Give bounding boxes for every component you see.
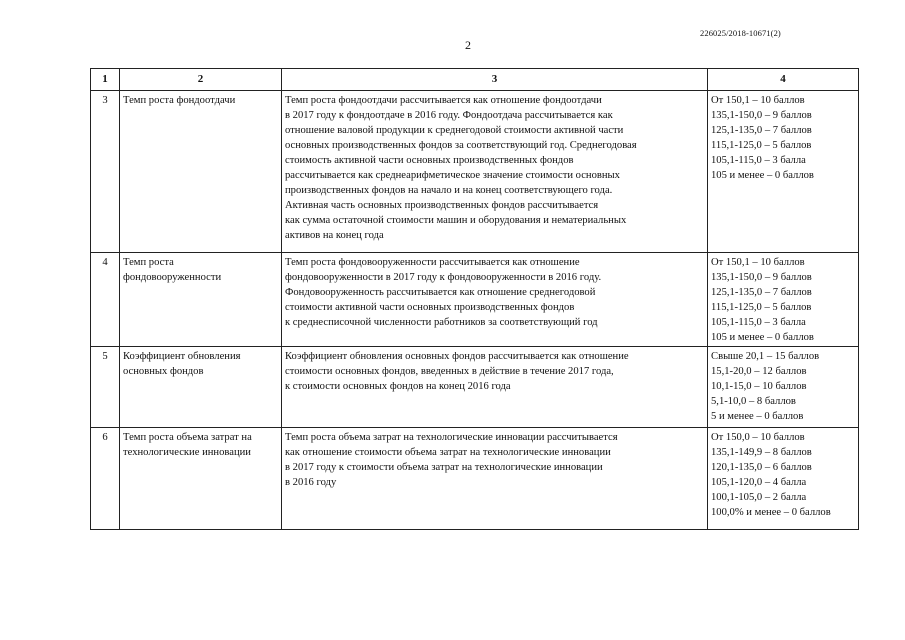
column-header-1: 1 [91, 69, 120, 91]
calculation-method-line: стоимость активной части основных производственных фондов [285, 155, 574, 166]
score-line: 100,0% и менее – 0 баллов [711, 507, 831, 518]
score-scale [708, 347, 859, 428]
calculation-method-line: к среднесписочной численности работников за соответствующий год [285, 317, 598, 328]
score-line: 120,1-135,0 – 6 баллов [711, 462, 812, 473]
score-line: 100,1-105,0 – 2 балла [711, 492, 807, 503]
row-number: 5 [91, 347, 120, 428]
indicator-name-line: технологические инновации [123, 447, 251, 458]
score-line: От 150,1 – 10 баллов [711, 95, 805, 106]
score-line: От 150,0 – 10 баллов [711, 432, 805, 443]
score-line: 105,1-115,0 – 3 балла [711, 155, 806, 166]
score-line: 105,1-115,0 – 3 балла [711, 317, 806, 328]
score-line: 15,1-20,0 – 12 баллов [711, 366, 807, 377]
calculation-method-line: Темп роста объема затрат на технологические инновации рассчитывается [285, 432, 618, 443]
page-number: 2 [465, 38, 471, 52]
calculation-method-line: активов на конец года [285, 230, 384, 241]
table-row [91, 428, 859, 530]
calculation-method-line: Активная часть основных производственных фондов рассчитывается [285, 200, 599, 211]
document-id: 226025/2018-10671(2) [700, 28, 781, 38]
column-header-2: 2 [120, 69, 282, 91]
indicator-name [120, 91, 282, 253]
score-line: Свыше 20,1 – 15 баллов [711, 351, 820, 362]
calculation-method-line: в 2017 году к стоимости объема затрат на технологические инновации [285, 462, 603, 473]
score-line: 135,1-149,9 – 8 баллов [711, 447, 812, 458]
score-scale [708, 91, 859, 253]
indicator-name-line: Темп роста фондоотдачи [123, 95, 236, 106]
indicator-name-line: основных фондов [123, 366, 204, 377]
calculation-method-line: Темп роста фондовооруженности рассчитывается как отношение [285, 257, 580, 268]
criteria-table [90, 68, 859, 530]
table-row [91, 347, 859, 428]
calculation-method [282, 428, 708, 530]
table-row [91, 91, 859, 253]
score-line: 105 и менее – 0 баллов [711, 170, 814, 181]
calculation-method-line: в 2016 году [285, 477, 337, 488]
indicator-name-line: Темп роста объема затрат на [123, 432, 252, 443]
calculation-method-line: Фондовооруженность рассчитывается как отношение среднегодовой [285, 287, 596, 298]
calculation-method [282, 347, 708, 428]
indicator-name [120, 428, 282, 530]
score-line: 125,1-135,0 – 7 баллов [711, 125, 812, 136]
calculation-method-line: фондовооруженности в 2017 году к фондовооруженности в 2016 году. [285, 272, 602, 283]
calculation-method-line: в 2017 году к фондоотдаче в 2016 году. Фондоотдача рассчитывается как [285, 110, 613, 121]
calculation-method-line: отношение валовой продукции к среднегодовой стоимости активной части [285, 125, 624, 136]
score-line: 115,1-125,0 – 5 баллов [711, 140, 812, 151]
score-line: 5 и менее – 0 баллов [711, 411, 804, 422]
calculation-method-line: к стоимости основных фондов на конец 2016 года [285, 381, 511, 392]
indicator-name [120, 253, 282, 347]
score-line: 105 и менее – 0 баллов [711, 332, 814, 343]
indicator-name-line: фондовооруженности [123, 272, 222, 283]
indicator-name [120, 347, 282, 428]
score-line: От 150,1 – 10 баллов [711, 257, 805, 268]
table-header-row [91, 69, 859, 91]
score-line: 125,1-135,0 – 7 баллов [711, 287, 812, 298]
row-number: 6 [91, 428, 120, 530]
column-header-3: 3 [282, 69, 708, 91]
calculation-method-line: Темп роста фондоотдачи рассчитывается как отношение фондоотдачи [285, 95, 602, 106]
calculation-method-line: производственных фондов на начало и на конец соответствующего года. [285, 185, 613, 196]
calculation-method [282, 91, 708, 253]
calculation-method-line: Коэффициент обновления основных фондов рассчитывается как отношение [285, 351, 629, 362]
calculation-method-line: основных производственных фондов за соответствующий год. Среднегодовая [285, 140, 637, 151]
score-line: 135,1-150,0 – 9 баллов [711, 272, 812, 283]
score-line: 5,1-10,0 – 8 баллов [711, 396, 796, 407]
indicator-name-line: Темп роста [123, 257, 174, 268]
calculation-method-line: стоимости основных фондов, введенных в действие в течение 2017 года, [285, 366, 614, 377]
score-scale [708, 253, 859, 347]
table-row [91, 253, 859, 347]
indicator-name-line: Коэффициент обновления [123, 351, 241, 362]
calculation-method-line: стоимости активной части основных производственных фондов [285, 302, 575, 313]
score-scale [708, 428, 859, 530]
column-header-4: 4 [708, 69, 859, 91]
score-line: 115,1-125,0 – 5 баллов [711, 302, 812, 313]
score-line: 105,1-120,0 – 4 балла [711, 477, 807, 488]
calculation-method-line: рассчитывается как среднеарифметическое значение стоимости основных [285, 170, 620, 181]
score-line: 135,1-150,0 – 9 баллов [711, 110, 812, 121]
score-line: 10,1-15,0 – 10 баллов [711, 381, 807, 392]
calculation-method [282, 253, 708, 347]
row-number: 4 [91, 253, 120, 347]
calculation-method-line: как сумма остаточной стоимости машин и оборудования и нематериальных [285, 215, 627, 226]
calculation-method-line: как отношение стоимости объема затрат на технологические инновации [285, 447, 611, 458]
table-body [91, 91, 859, 530]
row-number: 3 [91, 91, 120, 253]
